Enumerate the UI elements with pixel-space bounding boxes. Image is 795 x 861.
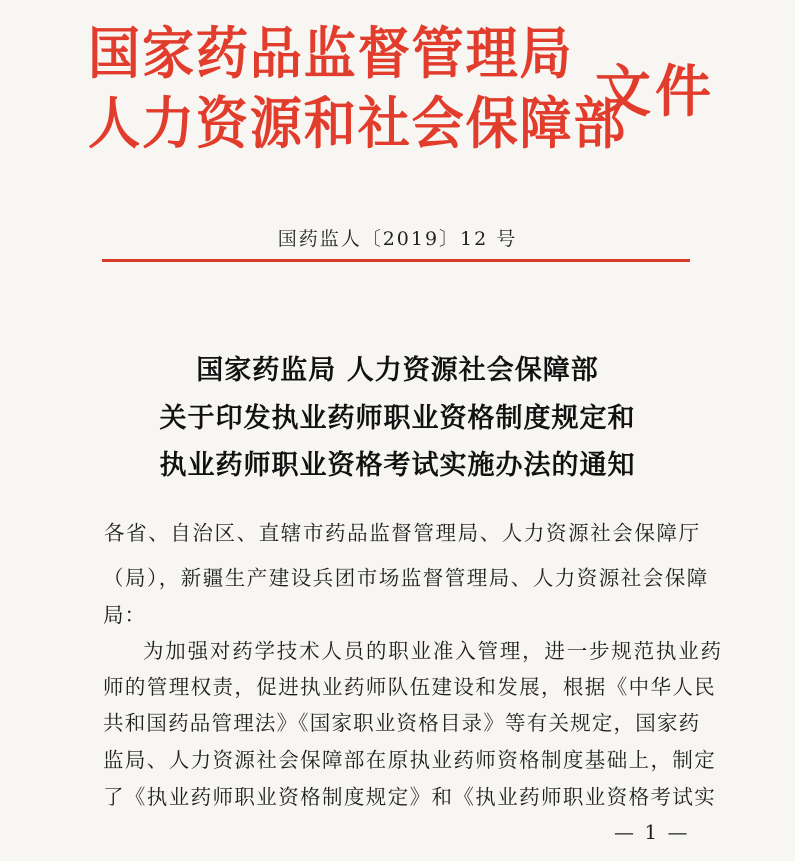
red-masthead [88,22,728,172]
body-text-line: 监局、人力资源社会保障部在原执业药师资格制度基础上，制定 [103,748,717,772]
body-text-line: 了《执业药师职业资格制度规定》和《执业药师职业资格考试实 [103,785,717,809]
body-text-line: 为加强对药学技术人员的职业准入管理，进一步规范执业药 [143,639,723,663]
document-title-line-1: 国家药监局 人力资源社会保障部 [196,355,599,386]
issuing-agency-2: 人力资源和社会保障部 [88,91,628,157]
document-title-line-3: 执业药师职业资格考试实施办法的通知 [159,450,636,481]
body-text-line: 局： [103,603,146,627]
body-text-line: 师的管理权责，促进执业药师队伍建设和发展，根据《中华人民 [103,675,717,699]
red-divider-line [102,259,690,262]
document-number: 国药监人〔2019〕12 号 [277,228,518,250]
document-type-label: 文件 [595,59,715,125]
document-title-line-2: 关于印发执业药师职业资格制度规定和 [159,403,636,434]
body-text-line: 共和国药品管理法》《国家职业资格目录》等有关规定，国家药 [103,711,701,735]
body-text-line: 各省、自治区、直辖市药品监督管理局、人力资源社会保障厅 [104,521,701,545]
body-text-line: （局），新疆生产建设兵团市场监督管理局、人力资源社会保障 [103,566,709,590]
issuing-agency-1: 国家药品监督管理局 [88,21,574,87]
page-number: — 1 — [614,820,690,844]
